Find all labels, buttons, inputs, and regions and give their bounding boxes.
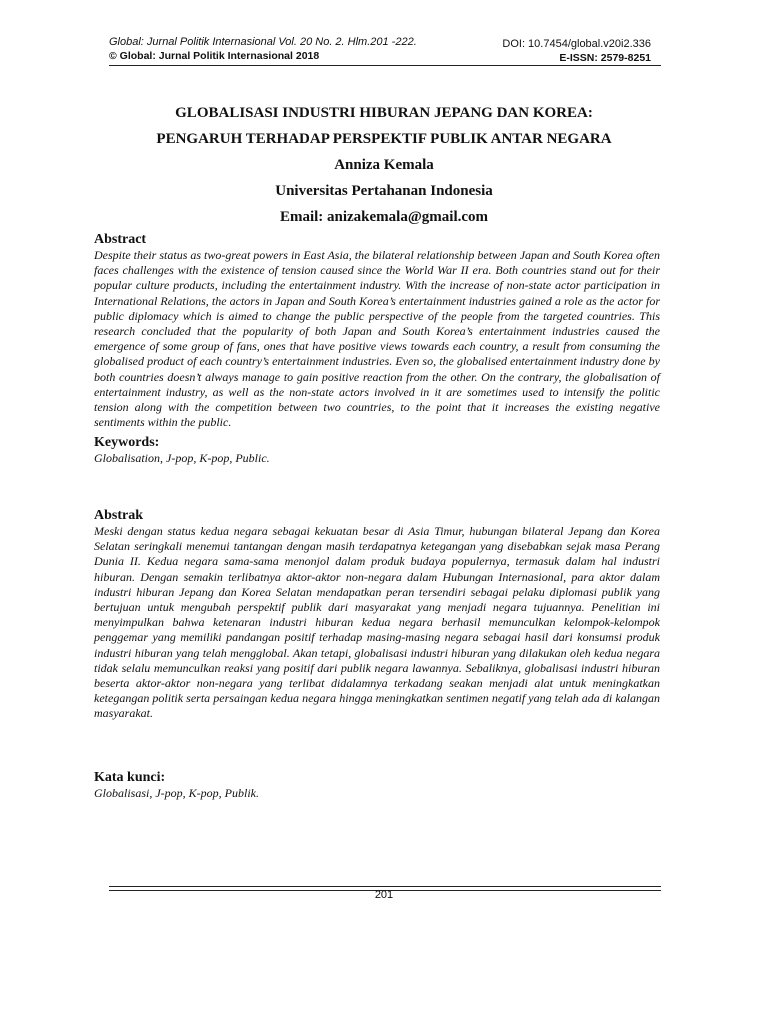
abstract-text: Despite their status as two-great powers in East Asia, the bilateral relationship between Japan and South Korea often faces challenges with the existence of tension caused since the World War II era. Both countries stand out for their popular culture products, including the entertainment industry. With the increase of non-state actor participation in International Relations, the actors in Japan and South Korea’s entertainment industries gained a role as the actor for public diplomacy which is aimed to change the public perspective of the people from the targeted countries. This research concluded that the popularity of both Japan and South Korea’s entertainment industries caused the emergence of some group of fans, ones that have positive views towards each country, a result from consuming the globalised product of each country’s entertainment industries. Even so, the globalised entertainment industry done by both countries doesn’t always manage to gain positive reaction from the other. On the contrary, the globalisation of entertainment industry, as well as the non-state actors involved in it are sometimes used to intensify the politic tension along with the competition between two countries, to the point that it increases the existing negative sentiments within the public.	[94, 248, 660, 430]
journal-header	[109, 36, 417, 63]
journal-citation: Global: Jurnal Politik Internasional Vol. 20 No. 2. Hlm.201 -222.	[109, 36, 417, 48]
keywords-text: Globalisation, J-pop, K-pop, Public.	[94, 451, 270, 465]
abstrak-heading: Abstrak	[94, 508, 144, 523]
keywords-heading: Keywords:	[94, 435, 160, 450]
article-title-line-2: PENGARUH TERHADAP PERSPEKTIF PUBLIK ANTAR NEGARA	[156, 131, 612, 147]
article-title-line-1: GLOBALISASI INDUSTRI HIBURAN JEPANG DAN KOREA:	[175, 105, 593, 121]
kata-kunci-text: Globalisasi, J-pop, K-pop, Publik.	[94, 786, 259, 800]
eissn-text: E-ISSN: 2579-8251	[559, 52, 651, 64]
journal-copyright: © Global: Jurnal Politik Internasional 2018	[109, 50, 320, 62]
header-divider	[109, 65, 661, 66]
author-affiliation: Universitas Pertahanan Indonesia	[275, 183, 493, 199]
abstrak-text: Meski dengan status kedua negara sebagai kekuatan besar di Asia Timur, hubungan bilateral Jepang dan Korea Selatan seringkali menemui tantangan dengan masih terdapatnya ketegangan yang disebabkan sejak masa Perang Dunia II. Kedua negara sama-sama menonjol dalam produk budaya populernya, termasuk dalam hal industri hiburan. Dengan semakin terlibatnya aktor-aktor non-negara dalam Hubungan Internasional, para aktor dalam industri hiburan Jepang dan Korea Selatan mendapatkan peran tersendiri sebagai pelaku diplomasi publik yang bertujuan untuk mengubah perspektif publik dari masyarakat yang menjadi negara tujuannya. Penelitian ini menyimpulkan bahwa ketenaran industri hiburan kedua negara berhasil memunculkan kelompok-kelompok penggemar yang memiliki pandangan positif terhadap masing-masing negara sebagai hasil dari konsumsi produk industri hiburan yang telah mengglobal. Akan tetapi, globalisasi industri hiburan yang dilakukan oleh kedua negara tidak selalu memunculkan reaksi yang positif dari publik negara lawannya. Sebaliknya, globalisasi industri hiburan beserta aktor-aktor non-negara yang terlibat didalamnya terkadang seakan menjadi alat untuk meningkatkan ketegangan politik serta persaingan kedua negara hingga meningkatkan sentimen negatif yang telah ada di kalangan masyarakat.	[94, 524, 660, 721]
abstract-heading: Abstract	[94, 232, 147, 247]
author-name: Anniza Kemala	[334, 157, 434, 173]
page-number: 201	[374, 889, 394, 901]
abstract-section	[94, 231, 660, 430]
article-title-block	[94, 100, 674, 230]
journal-identifiers	[502, 38, 651, 65]
author-email: Email: anizakemala@gmail.com	[279, 209, 489, 225]
footer-divider-top	[109, 886, 661, 887]
kata-kunci-heading: Kata kunci:	[94, 770, 166, 785]
abstrak-section	[94, 507, 660, 722]
kata-kunci-section	[94, 769, 660, 801]
doi-text: DOI: 10.7454/global.v20i2.336	[502, 38, 651, 50]
keywords-section	[94, 434, 660, 466]
